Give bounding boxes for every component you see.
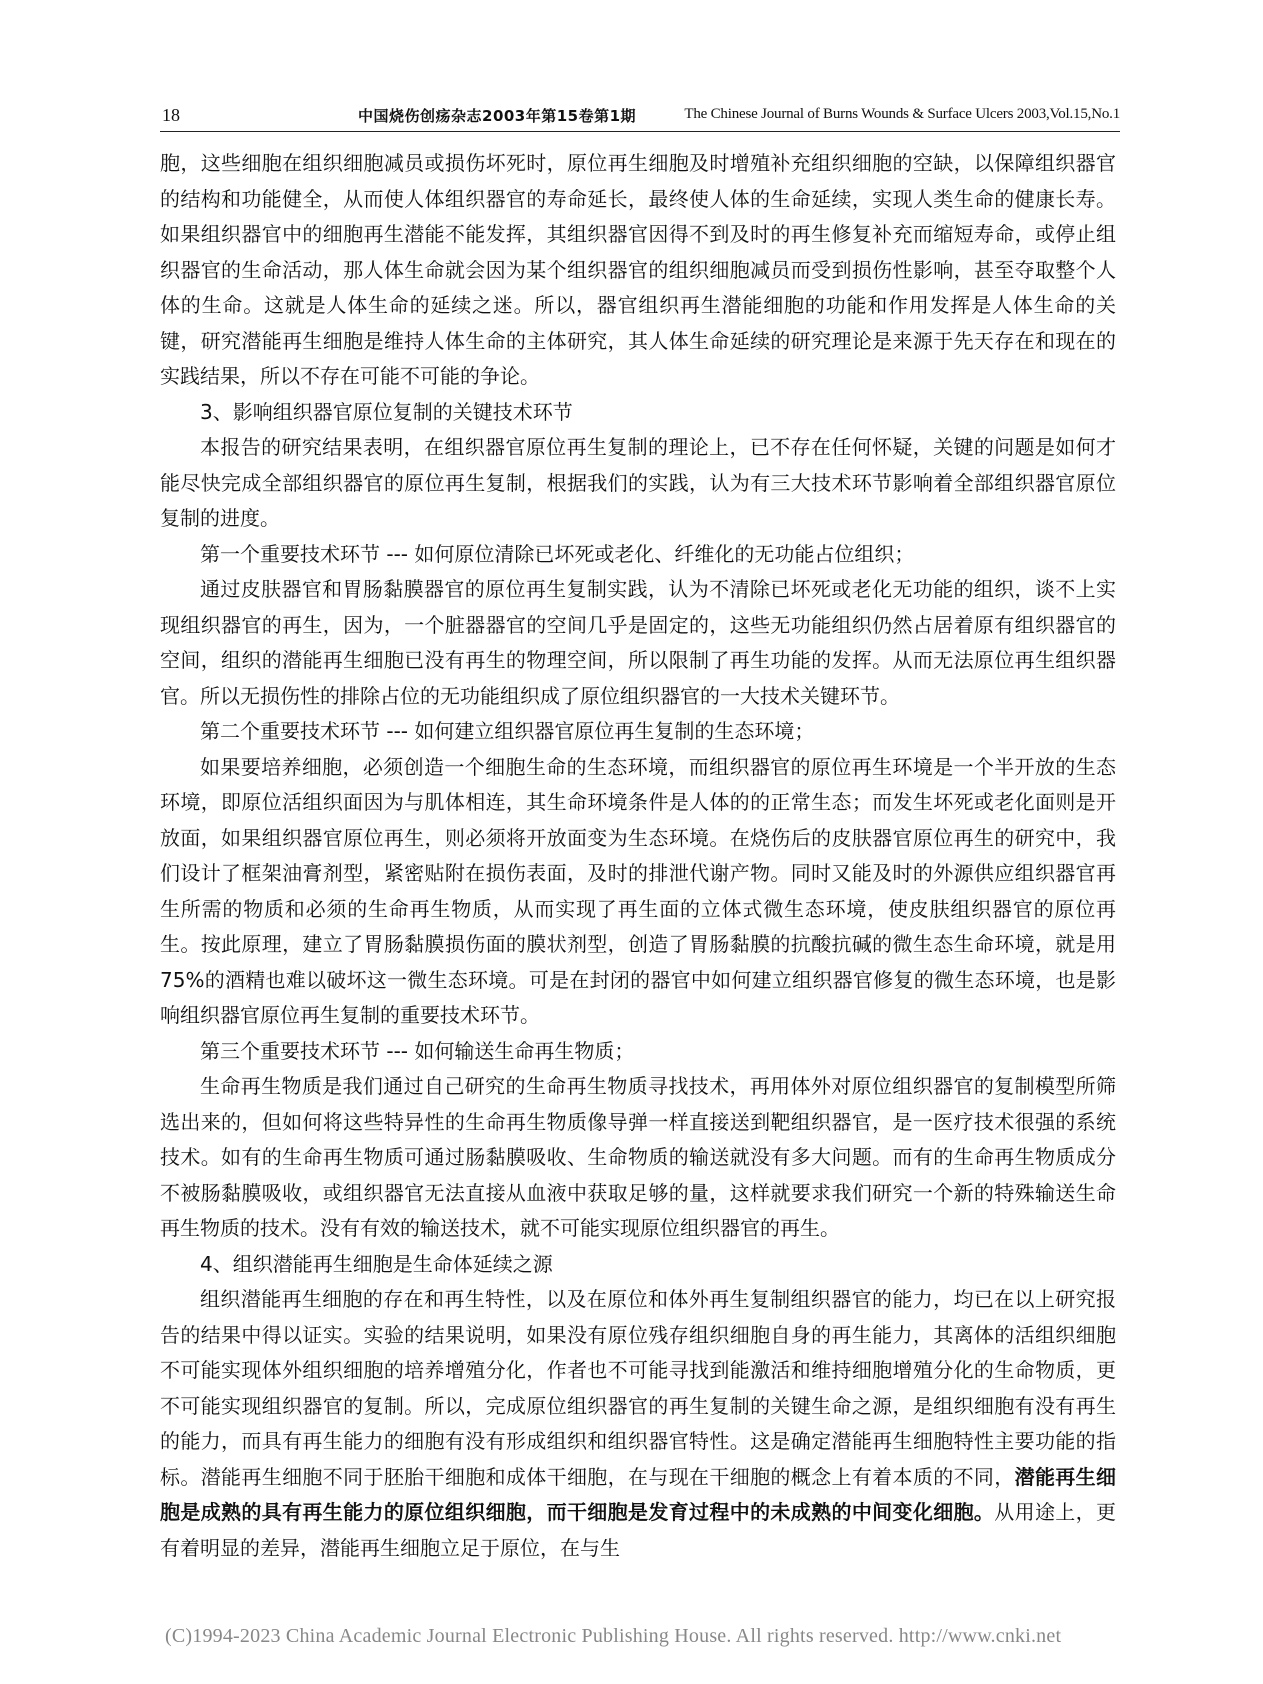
subheading: 第一个重要技术环节 --- 如何原位清除已坏死或老化、纤维化的无功能占位组织； — [200, 541, 915, 566]
paragraph: 胞，这些细胞在组织细胞减员或损伤坏死时，原位再生细胞及时增殖补充组织细胞的空缺，以保障组织器官的结构和功能健全，从而使人体组织器官的寿命延长，最终使人体的生命延续，实现人类生命的健康长寿。如果组织器官中的细胞再生潜能不能发挥，其组织器官因得不到及时的再生修复补充而缩短寿命，或停止组织器官的生命活动，那人体生命就会因为某个组织器官的组织细胞减员而受到损伤性影响，甚至夺取整个人体的生命。这就是人体生命的延续之迷。所以，器官组织再生潜能细胞的功能和作用发挥是人体生命的关键，研究潜能再生细胞是维持人体生命的主体研究，其人体生命延续的研究理论是来源于先天存在和现在的实践结果，所以不存在可能不可能的争论。 — [160, 151, 1116, 388]
bold-emphasis: 潜能再生细胞是成熟的具有再生能力的原位组织细胞，而干细胞是发育过程中的未成熟的中间变化细胞。 — [160, 1464, 1117, 1524]
copyright-footer: (C)1994-2023 China Academic Journal Electronic Publishing House. All rights reserved. http://www.cnki.net — [165, 1625, 1062, 1647]
subheading: 第三个重要技术环节 --- 如何输送生命再生物质； — [200, 1038, 635, 1063]
subheading: 第二个重要技术环节 --- 如何建立组织器官原位再生复制的生态环境； — [200, 719, 815, 743]
section-heading: 3、影响组织器官原位复制的关键技术环节 — [200, 399, 573, 424]
section-heading: 4、组织潜能再生细胞是生命体延续之源 — [200, 1251, 553, 1276]
paragraph: 如果要培养细胞，必须创造一个细胞生命的生态环境，而组织器官的原位再生环境是一个半开放的生态环境，即原位活组织面因为与肌体相连，其生命环境条件是人体的的正常生态；而发生坏死或老化面则是开放面，如果组织器官原位再生，则必须将开放面变为生态环境。在烧伤后的皮肤器官原位再生的研究中，我们设计了框架油膏剂型，紧密贴附在损伤表面，及时的排泄代谢产物。同时又能及时的外源供应组织器官再生所需的物质和必须的生命再生物质，从而实现了再生面的立体式微生态环境，使皮肤组织器官的原位再生。按此原理，建立了胃肠黏膜损伤面的膜状剂型，创造了胃肠黏膜的抗酸抗碱的微生态生命环境，就是用75%的酒精也难以破坏这一微生态环境。可是在封闭的器官中如何建立组织器官修复的微生态环境，也是影响组织器官原位再生复制的重要技术环节。 — [160, 754, 1116, 1027]
header-rule — [160, 131, 1120, 132]
paragraph — [160, 1282, 1116, 1566]
article-body — [160, 146, 1116, 1566]
journal-title-cn: 中国烧伤创疡杂志2003年第15卷第1期 — [358, 107, 637, 125]
paragraph: 通过皮肤器官和胃肠黏膜器官的原位再生复制实践，认为不清除已坏死或老化无功能的组织，谈不上实现组织器官的再生，因为，一个脏器器官的空间几乎是固定的，这些无功能组织仍然占居着原有组织器官的空间，组织的潜能再生细胞已没有再生的物理空间，所以限制了再生功能的发挥。从而无法原位再生组织器官。所以无损伤性的排除占位的无功能组织成了原位组织器官的一大技术关键环节。 — [160, 577, 1116, 708]
paragraph-text: 从用途上，更有着明显的差异，潜能再生细胞立足于原位，在与生 — [160, 1500, 1117, 1560]
paragraph: 生命再生物质是我们通过自己研究的生命再生物质寻找技术，再用体外对原位组织器官的复制模型所筛选出来的，但如何将这些特异性的生命再生物质像导弹一样直接送到靶组织器官，是一医疗技术很强的系统技术。如有的生命再生物质可通过肠黏膜吸收、生命物质的输送就没有多大问题。而有的生命再生物质成分不被肠黏膜吸收，或组织器官无法直接从血液中获取足够的量，这样就要求我们研究一个新的特殊输送生命再生物质的技术。没有有效的输送技术，就不可能实现原位组织器官的再生。 — [160, 1074, 1116, 1240]
page-number: 18 — [162, 105, 180, 125]
paragraph-text: 组织潜能再生细胞的存在和再生特性，以及在原位和体外再生复制组织器官的能力，均已在以上研究报告的结果中得以证实。实验的结果说明，如果没有原位残存组织细胞自身的再生能力，其离体的活组织细胞不可能实现体外组织细胞的培养增殖分化，作者也不可能寻找到能激活和维持细胞增殖分化的生命物质，更不可能实现组织器官的复制。所以，完成原位组织器官的再生复制的关键生命之源，是组织细胞有没有再生的能力，而具有再生能力的细胞有没有形成组织和组织器官特性。这是确定潜能再生细胞特性主要功能的指标。潜能再生细胞不同于胚胎干细胞和成体干细胞，在与现在干细胞的概念上有着本质的不同， — [160, 1287, 1116, 1489]
journal-title-en: The Chinese Journal of Burns Wounds & Surface Ulcers 2003,Vol.15,No.1 — [684, 106, 1120, 122]
paragraph: 本报告的研究结果表明，在组织器官原位再生复制的理论上，已不存在任何怀疑，关键的问题是如何才能尽快完成全部组织器官的原位再生复制，根据我们的实践，认为有三大技术环节影响着全部组织器官原位复制的进度。 — [160, 435, 1116, 530]
page-header — [160, 105, 1120, 129]
